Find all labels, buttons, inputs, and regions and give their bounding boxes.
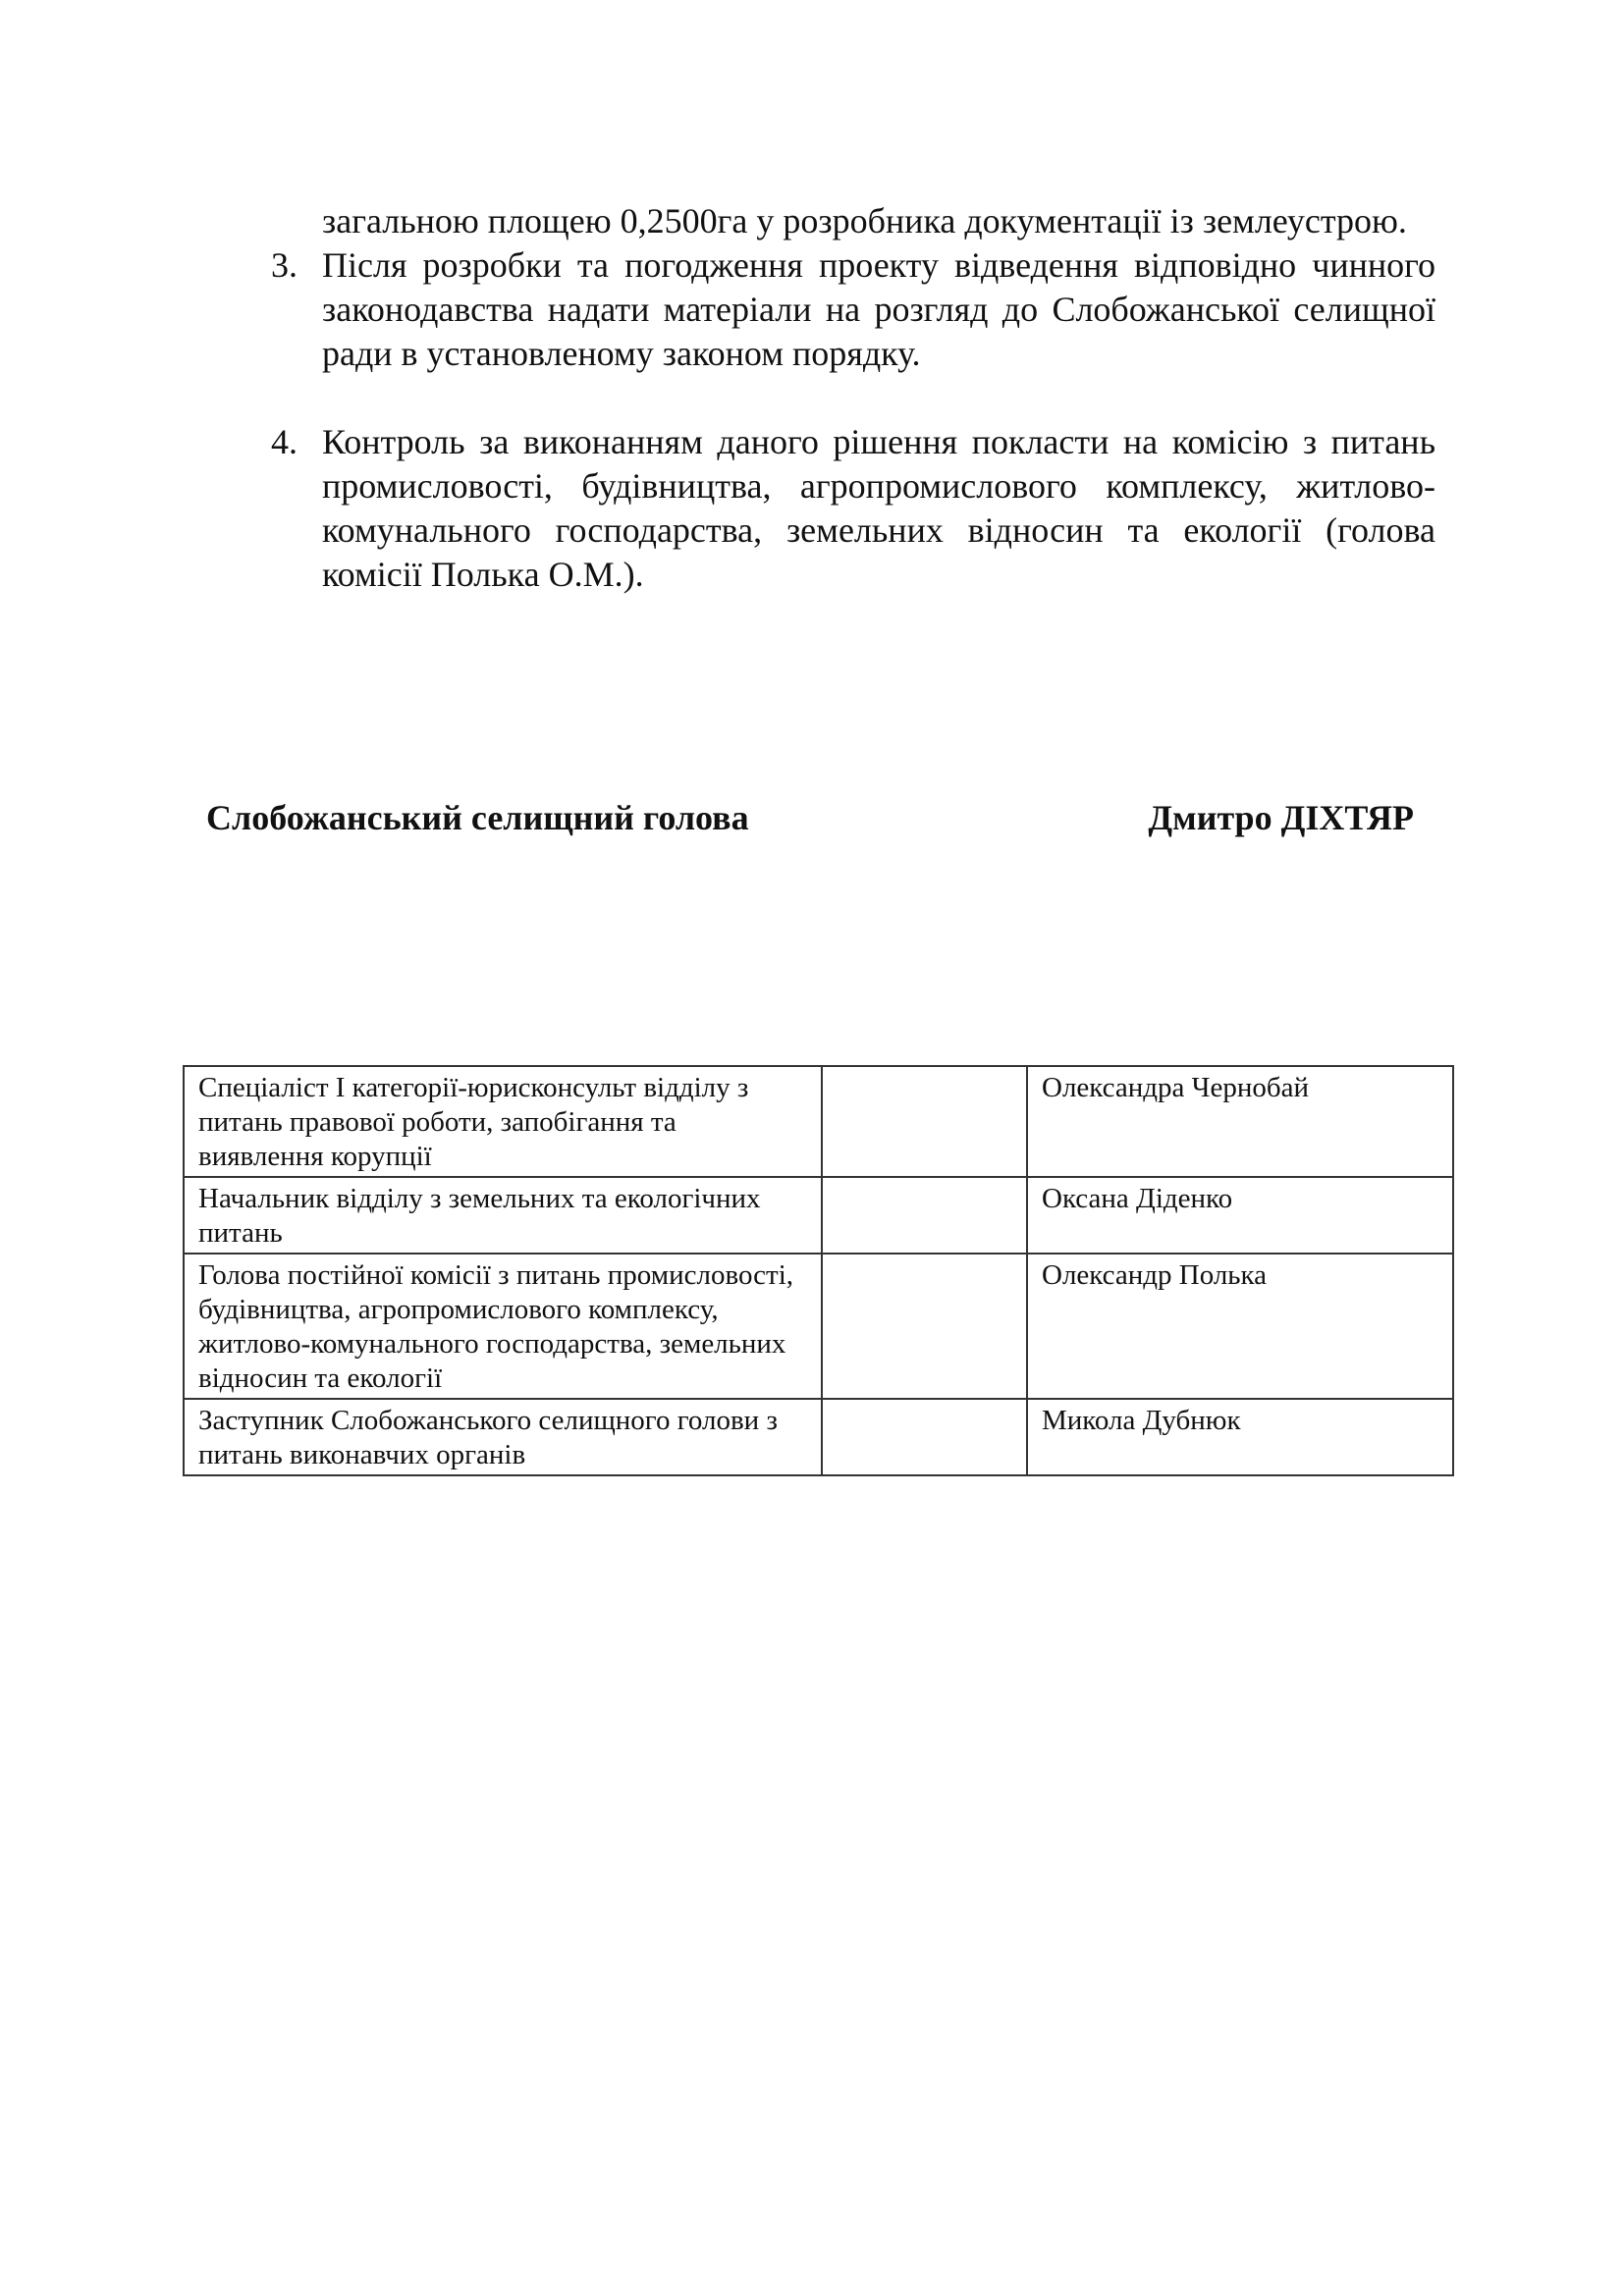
table-row (184, 1254, 1453, 1399)
signatory-title: Слобожанський селищний голова (206, 798, 749, 837)
approver-name: Оксана Діденко (1027, 1177, 1453, 1254)
approver-position: Начальник відділу з земельних та екологічних питань (184, 1177, 822, 1254)
list-item-3 (257, 243, 1435, 376)
approver-position: Голова постійної комісії з питань промисловості, будівництва, агропромислового комплексу, житлово-комунального господарства, земельних відносин та екології (184, 1254, 822, 1399)
list-item-number: 4. (271, 422, 298, 461)
list-item-number: 3. (271, 245, 298, 285)
approver-signature-cell (822, 1177, 1027, 1254)
approver-name: Микола Дубнюк (1027, 1399, 1453, 1475)
signature-block (206, 797, 1414, 838)
approver-name: Олександра Чернобай (1027, 1066, 1453, 1177)
approver-signature-cell (822, 1066, 1027, 1177)
continued-paragraph-text: загальною площею 0,2500га у розробника документації із землеустрою. (322, 201, 1407, 240)
table-row (184, 1177, 1453, 1254)
approver-position: Спеціаліст І категорії-юрисконсульт відділу з питань правової роботи, запобігання та виявлення корупції (184, 1066, 822, 1177)
approver-signature-cell (822, 1254, 1027, 1399)
table-row (184, 1399, 1453, 1475)
list-item-text: Контроль за виконанням даного рішення покласти на комісію з питань промисловості, будівництва, агропромислового комплексу, житлово-комунального господарства, земельних відносин та екології (голова комісії Полька О.М.). (322, 422, 1435, 594)
approver-name: Олександр Полька (1027, 1254, 1453, 1399)
approver-signature-cell (822, 1399, 1027, 1475)
decision-body (257, 199, 1435, 597)
table-row (184, 1066, 1453, 1177)
continued-paragraph (257, 199, 1435, 243)
list-item-4 (257, 420, 1435, 597)
signatory-name: Дмитро ДІХТЯР (1148, 798, 1414, 837)
approver-position: Заступник Слобожанського селищного голови з питань виконавчих органів (184, 1399, 822, 1475)
list-item-text: Після розробки та погодження проекту відведення відповідно чинного законодавства надати матеріали на розгляд до Слобожанської селищної ради в установленому законом порядку. (322, 245, 1435, 373)
approval-table (183, 1065, 1454, 1476)
